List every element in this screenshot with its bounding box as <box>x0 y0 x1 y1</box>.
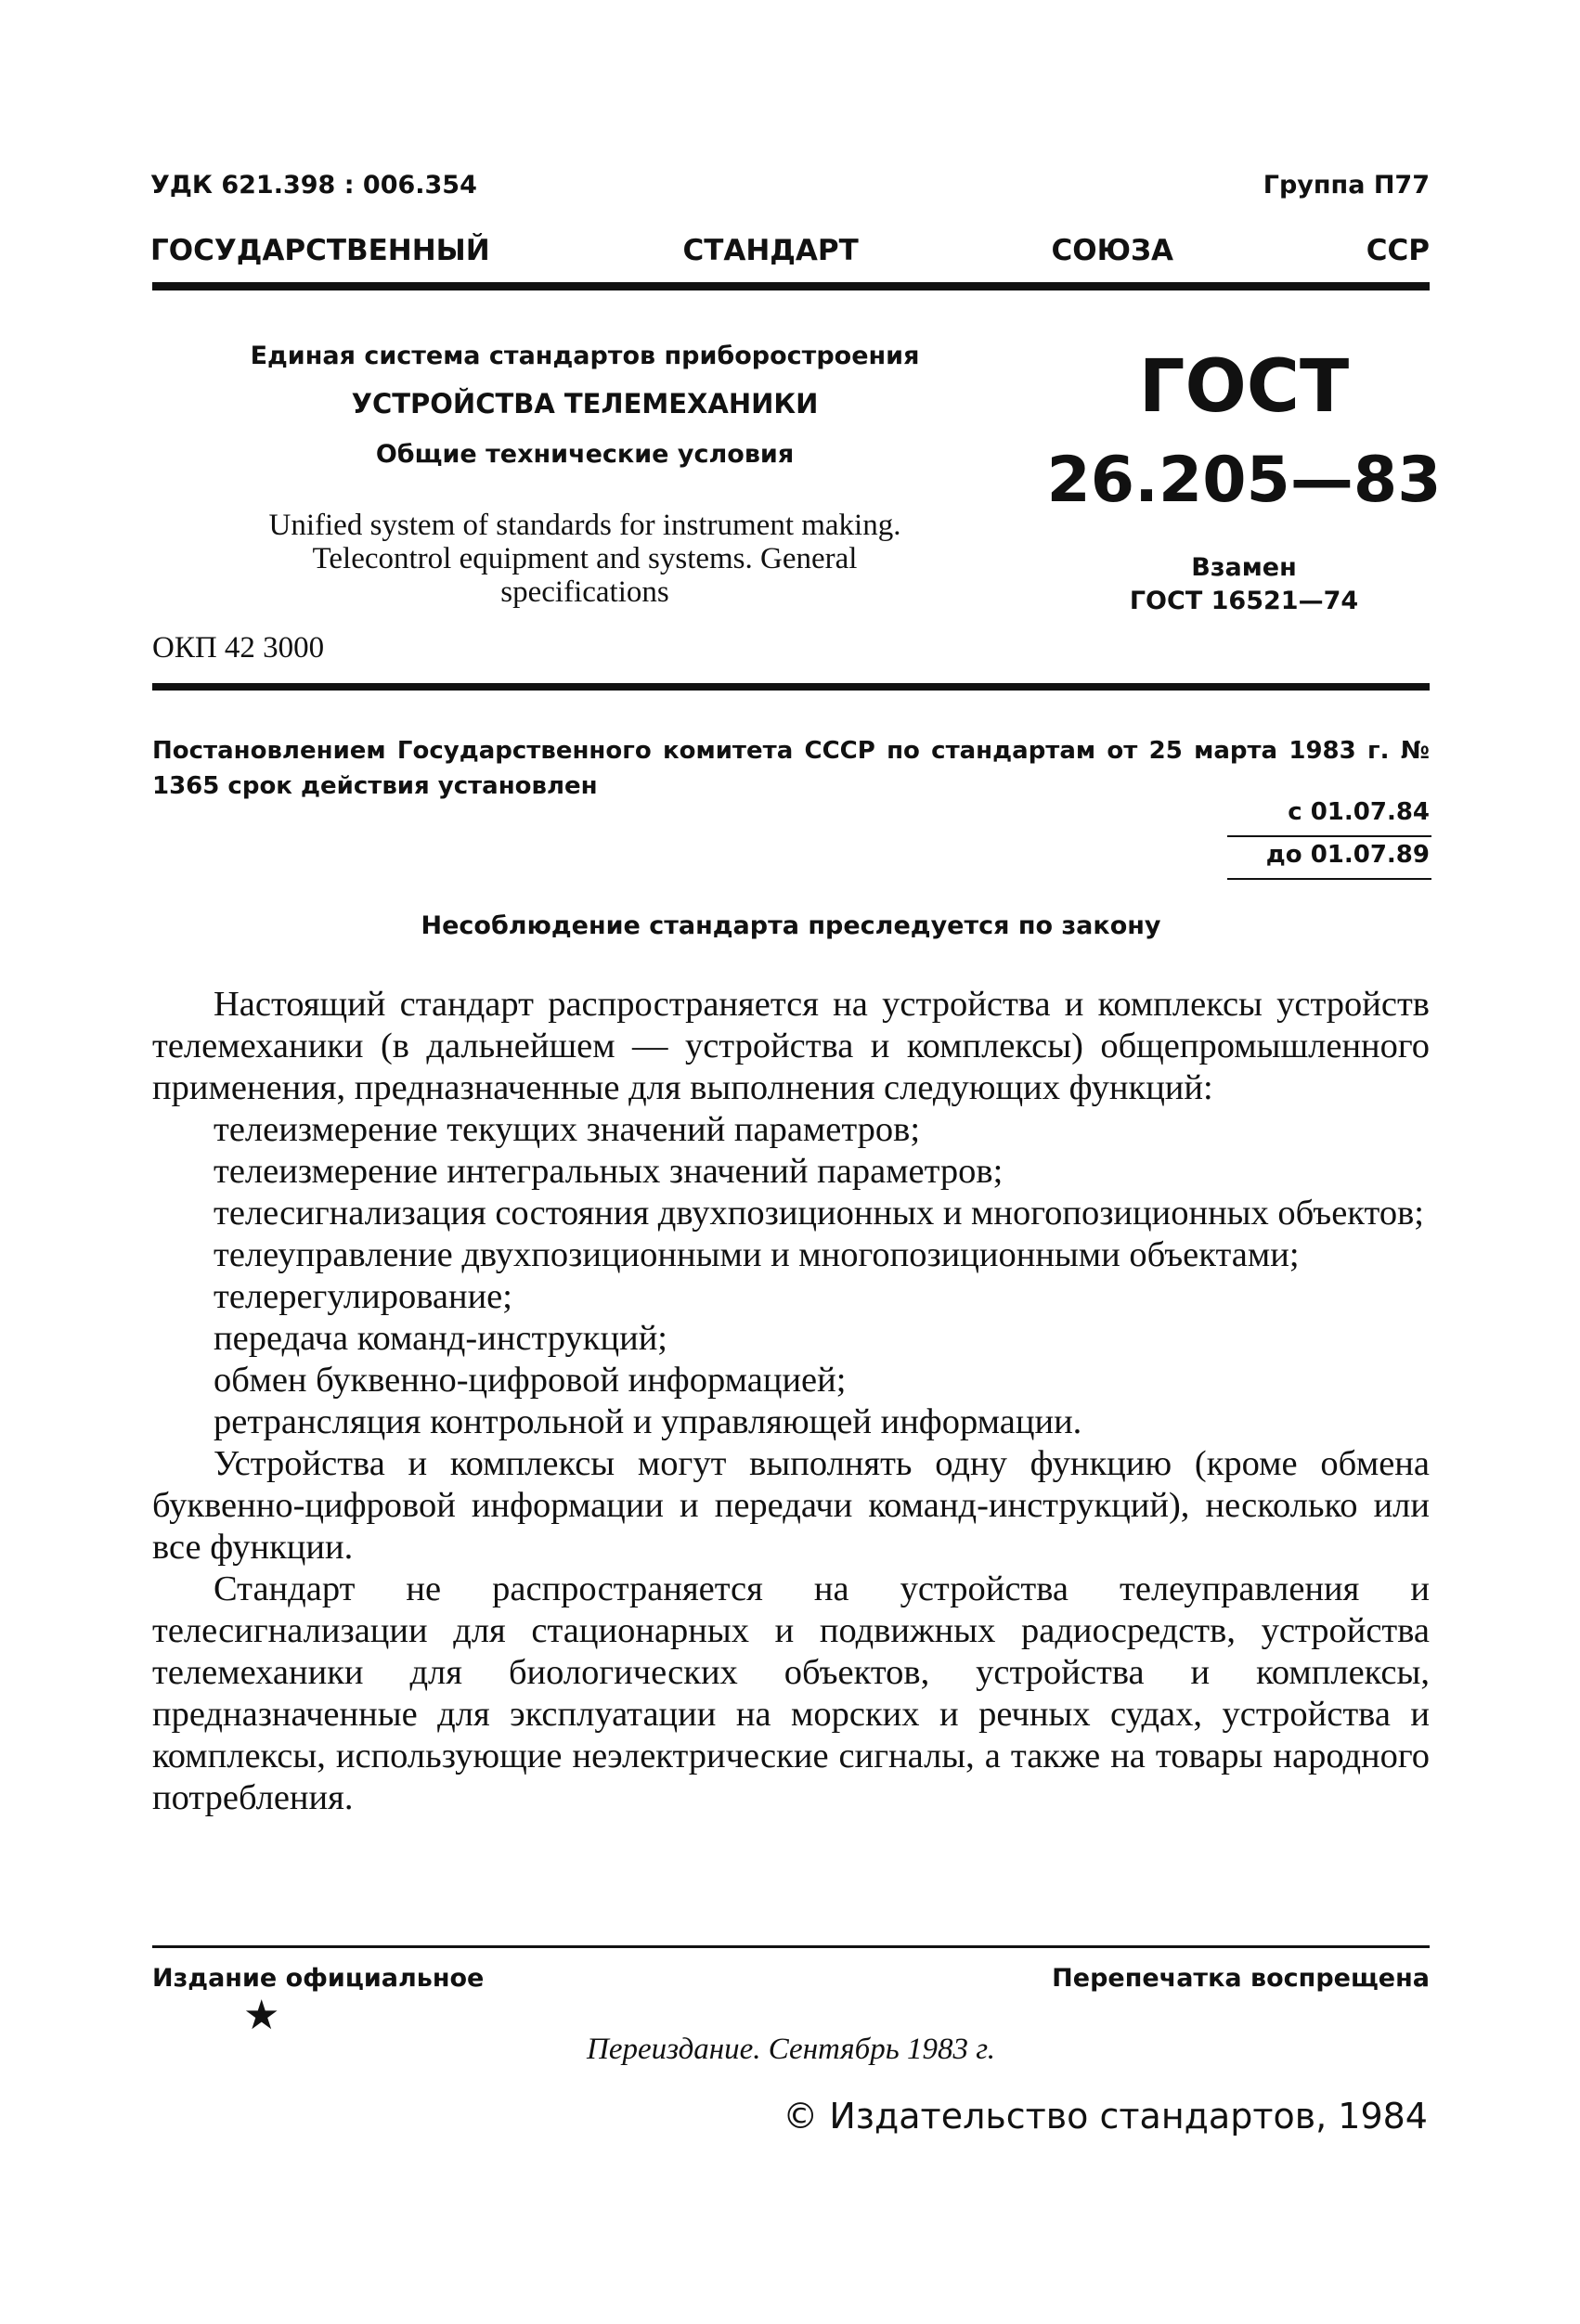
reissue-note: Переиздание. Сентябрь 1983 г. <box>587 2033 995 2066</box>
valid-to-date: до 01.07.89 <box>1265 841 1430 869</box>
decree-text: Постановлением Государственного комитета СССР по стандартам от 25 марта 1983 г. № 1365 срок действия установлен <box>152 737 1430 800</box>
official-edition: Издание официальное <box>152 1964 485 1993</box>
system-title: Единая система стандартов приборостроения <box>250 342 920 370</box>
english-title-line: specifications <box>500 575 669 609</box>
english-title <box>176 509 993 609</box>
bottom-divider <box>152 1945 1430 1948</box>
copyright: © Издательство стандартов, 1984 <box>783 2096 1428 2137</box>
english-title-line: Telecontrol equipment and systems. General <box>312 542 858 575</box>
top-divider <box>152 282 1430 290</box>
gost-label: ГОСТ <box>1138 345 1350 429</box>
function-item: ретрансляция контрольной и управляющей информации. <box>214 1402 1082 1441</box>
udk-code: УДК 621.398 : 006.354 <box>150 171 477 200</box>
valid-to-rule <box>1227 878 1431 880</box>
function-item: телеизмерение интегральных значений параметров; <box>214 1152 1004 1191</box>
body-text <box>152 984 1430 1819</box>
valid-from-date: с 01.07.84 <box>1288 798 1430 826</box>
function-item: телеуправление двухпозиционными и многопозиционными объектами; <box>214 1235 1300 1274</box>
function-item: телерегулирование; <box>214 1277 512 1316</box>
conditions-title: Общие технические условия <box>375 440 795 469</box>
gost-number: 26.205—83 <box>1046 444 1442 517</box>
replaces-label: Взамен <box>1191 553 1297 582</box>
group-code: Группа П77 <box>1263 171 1430 200</box>
okp-code: ОКП 42 3000 <box>152 631 325 665</box>
heading-word: СТАНДАРТ <box>682 234 859 267</box>
valid-from-rule <box>1227 835 1431 837</box>
device-title: УСТРОЙСТВА ТЕЛЕМЕХАНИКИ <box>351 388 819 420</box>
functions-scope-paragraph: Устройства и комплексы могут выполнять одну функцию (кроме обмена буквенно-цифровой информации и передачи команд-инструкций), несколько или все функции. <box>152 1444 1430 1567</box>
intro-paragraph: Настоящий стандарт распространяется на устройства и комплексы устройств телемеханики (в дальнейшем — устройства и комплексы) общепромышленного применения, предназначенные для выполнения следующих функций: <box>152 985 1430 1107</box>
heading-word: СОЮЗА <box>1051 234 1174 267</box>
legal-warning: Несоблюдение стандарта преследуется по закону <box>421 911 1161 940</box>
reprint-forbidden: Перепечатка воспрещена <box>1052 1964 1430 1993</box>
replaces-value: ГОСТ 16521—74 <box>1129 587 1359 615</box>
star-icon: ★ <box>243 1992 280 2039</box>
function-item: телесигнализация состояния двухпозиционных и многопозиционных объектов; <box>214 1194 1424 1233</box>
function-item: телеизмерение текущих значений параметров; <box>214 1110 921 1149</box>
heading-word: ГОСУДАРСТВЕННЫЙ <box>150 234 490 267</box>
heading-word: ССР <box>1366 234 1430 267</box>
function-item: обмен буквенно-цифровой информацией; <box>214 1361 847 1400</box>
exclusions-paragraph: Стандарт не распространяется на устройства телеуправления и телесигнализации для стационарных и подвижных радиосредств, устройства телемеханики для биологических объектов, устройства и комплексы, предназначенные для эксплуатации на морских и речных судах, устройства и комплексы, использующие неэлектрические сигналы, а также на товары народного потребления. <box>152 1569 1430 1817</box>
state-standard-heading <box>150 234 1430 267</box>
middle-divider <box>152 683 1430 691</box>
english-title-line: Unified system of standards for instrument making. <box>268 509 901 542</box>
function-item: передача команд-инструкций; <box>214 1319 667 1358</box>
